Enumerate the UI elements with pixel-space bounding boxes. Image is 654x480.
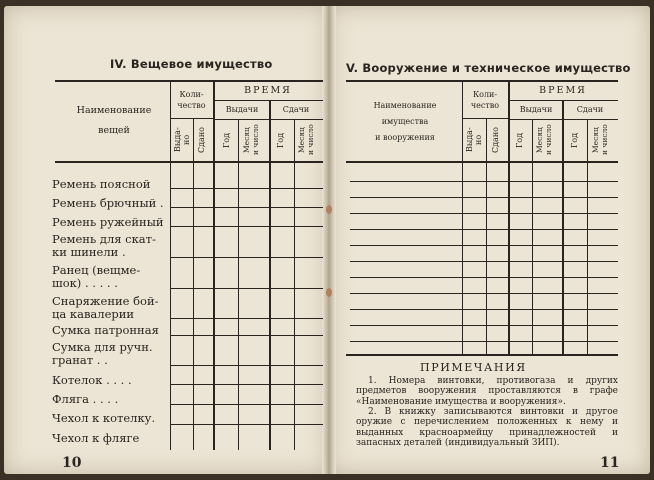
item-belt-rifle: Ремень ружейный xyxy=(52,215,164,229)
left-row-line xyxy=(170,335,323,336)
item-belt-greatcoat-2: ки шинели . xyxy=(52,245,126,259)
left-row-line xyxy=(170,318,323,319)
item-flask: Фляга . . . . xyxy=(52,392,119,406)
right-col-name-2: имущества xyxy=(381,117,429,126)
left-row-line xyxy=(170,188,323,189)
right-header-bottom-rule xyxy=(346,161,618,163)
right-row-line xyxy=(350,181,618,182)
left-row-line xyxy=(170,226,323,227)
right-grid-line xyxy=(462,80,463,354)
left-grid-line xyxy=(238,119,239,450)
right-row-line xyxy=(350,309,618,310)
right-col-year-1: Год xyxy=(515,132,524,148)
right-row-line xyxy=(350,213,618,214)
left-row-line xyxy=(170,404,323,405)
right-grid-line xyxy=(562,100,564,354)
left-row-line xyxy=(170,257,323,258)
right-col-returned: Сдачи xyxy=(576,105,604,114)
left-row-line xyxy=(170,384,323,385)
item-mess-tin-cover: Чехол к котелку. xyxy=(52,411,156,425)
item-belt-trouser: Ремень брючный . xyxy=(52,196,164,210)
note-2: 2. В книжку записываются винтовки и другое оружие с перечислением положенных к нему и выданных красноармейцу принадлежностей и запасных деталей (индивидуальный ЗИП). xyxy=(356,407,618,449)
left-grid-line xyxy=(213,80,215,450)
book-gutter xyxy=(322,6,336,474)
right-table-bottom-rule xyxy=(346,354,618,356)
right-grid-line xyxy=(508,80,510,354)
left-col-quantity-1: Коли- xyxy=(179,90,204,99)
notes-title: ПРИМЕЧАНИЯ xyxy=(420,361,527,374)
right-col-month-2a: Месяц xyxy=(591,127,600,153)
left-time-rule xyxy=(213,100,323,101)
left-col-vydano-1: Выда- xyxy=(173,127,182,153)
right-col-name-3: и вооружения xyxy=(375,133,435,142)
item-cavalry-gear-2: ца кавалерии xyxy=(52,307,135,321)
right-row-line xyxy=(350,293,618,294)
item-belt-waist: Ремень поясной xyxy=(52,177,151,191)
right-row-line xyxy=(350,341,618,342)
left-col-month-2b: и число xyxy=(306,124,315,156)
left-col-year-2: Год xyxy=(276,132,285,148)
right-col-time: ВРЕМЯ xyxy=(539,85,587,96)
item-cartridge-pouch: Сумка патронная xyxy=(52,323,159,337)
left-col-month-2a: Месяц xyxy=(297,127,306,153)
right-grid-line xyxy=(587,119,588,354)
right-grid-line xyxy=(532,119,533,354)
left-row-line xyxy=(170,424,323,425)
left-grid-line xyxy=(269,100,271,450)
left-col-month-1a: Месяц xyxy=(242,127,251,153)
left-page-number: 10 xyxy=(62,455,82,471)
left-section-title: IV. Вещевое имущество xyxy=(110,57,273,71)
left-header-top-rule xyxy=(55,80,323,82)
right-col-issued: Выдачи xyxy=(519,105,553,114)
right-row-line xyxy=(350,245,618,246)
right-col-month-1b: и число xyxy=(544,124,553,156)
binding-staple xyxy=(326,288,332,297)
right-row-line xyxy=(350,325,618,326)
left-col-sdano: Сдано xyxy=(197,127,206,153)
left-col-quantity-2: чество xyxy=(177,101,206,110)
item-knapsack-1: Ранец (вещме- xyxy=(52,263,141,277)
item-grenade-bag-1: Сумка для ручн. xyxy=(52,340,153,354)
right-col-year-2: Год xyxy=(570,132,579,148)
left-col-time: ВРЕМЯ xyxy=(244,85,292,96)
left-col-vydano-2: но xyxy=(182,134,191,146)
item-knapsack-2: шок) . . . . . xyxy=(52,276,118,290)
right-grid-line xyxy=(486,119,487,354)
left-qty-rule xyxy=(170,118,213,119)
left-header-bottom-rule xyxy=(55,161,323,163)
right-row-line xyxy=(350,277,618,278)
item-cavalry-gear-1: Снаряжение бой- xyxy=(52,294,159,308)
left-col-returned: Сдачи xyxy=(282,105,310,114)
item-belt-greatcoat-1: Ремень для скат- xyxy=(52,232,156,246)
right-col-vydano-2: но xyxy=(474,134,483,146)
left-row-line xyxy=(170,288,323,289)
right-row-line xyxy=(350,229,618,230)
right-col-sdano: Сдано xyxy=(491,127,500,153)
right-qty-rule xyxy=(462,118,508,119)
item-mess-tin: Котелок . . . . xyxy=(52,373,132,387)
left-row-line xyxy=(170,365,323,366)
right-section-title: V. Вооружение и техническое имущество xyxy=(346,61,631,75)
left-col-month-1b: и число xyxy=(251,124,260,156)
left-col-issued: Выдачи xyxy=(225,105,259,114)
left-issue-rule xyxy=(213,119,323,120)
note-1: 1. Номера винтовки, противогаза и других предметов вооружения проставляются в графе «Наименование имущества и вооружения». xyxy=(356,376,618,407)
right-col-vydano-1: Выда- xyxy=(465,127,474,153)
right-col-quantity-2: чество xyxy=(470,101,500,110)
right-col-month-2b: и число xyxy=(600,124,609,156)
right-col-name-1: Наименование xyxy=(373,101,437,110)
left-row-line xyxy=(170,207,323,208)
right-row-line xyxy=(350,261,618,262)
left-grid-line xyxy=(193,119,194,450)
left-grid-line xyxy=(294,119,295,450)
right-page-number: 11 xyxy=(600,455,620,471)
right-header-top-rule xyxy=(346,80,618,82)
left-col-name-2: вещей xyxy=(98,125,130,136)
left-col-name-1: Наименование xyxy=(76,105,152,116)
binding-staple xyxy=(326,205,332,214)
item-flask-cover: Чехол к фляге xyxy=(52,431,140,445)
left-col-year-1: Год xyxy=(222,132,231,148)
item-grenade-bag-2: гранат . . xyxy=(52,353,108,367)
right-col-quantity-1: Коли- xyxy=(472,90,498,99)
right-col-month-1a: Месяц xyxy=(535,127,544,153)
right-row-line xyxy=(350,197,618,198)
